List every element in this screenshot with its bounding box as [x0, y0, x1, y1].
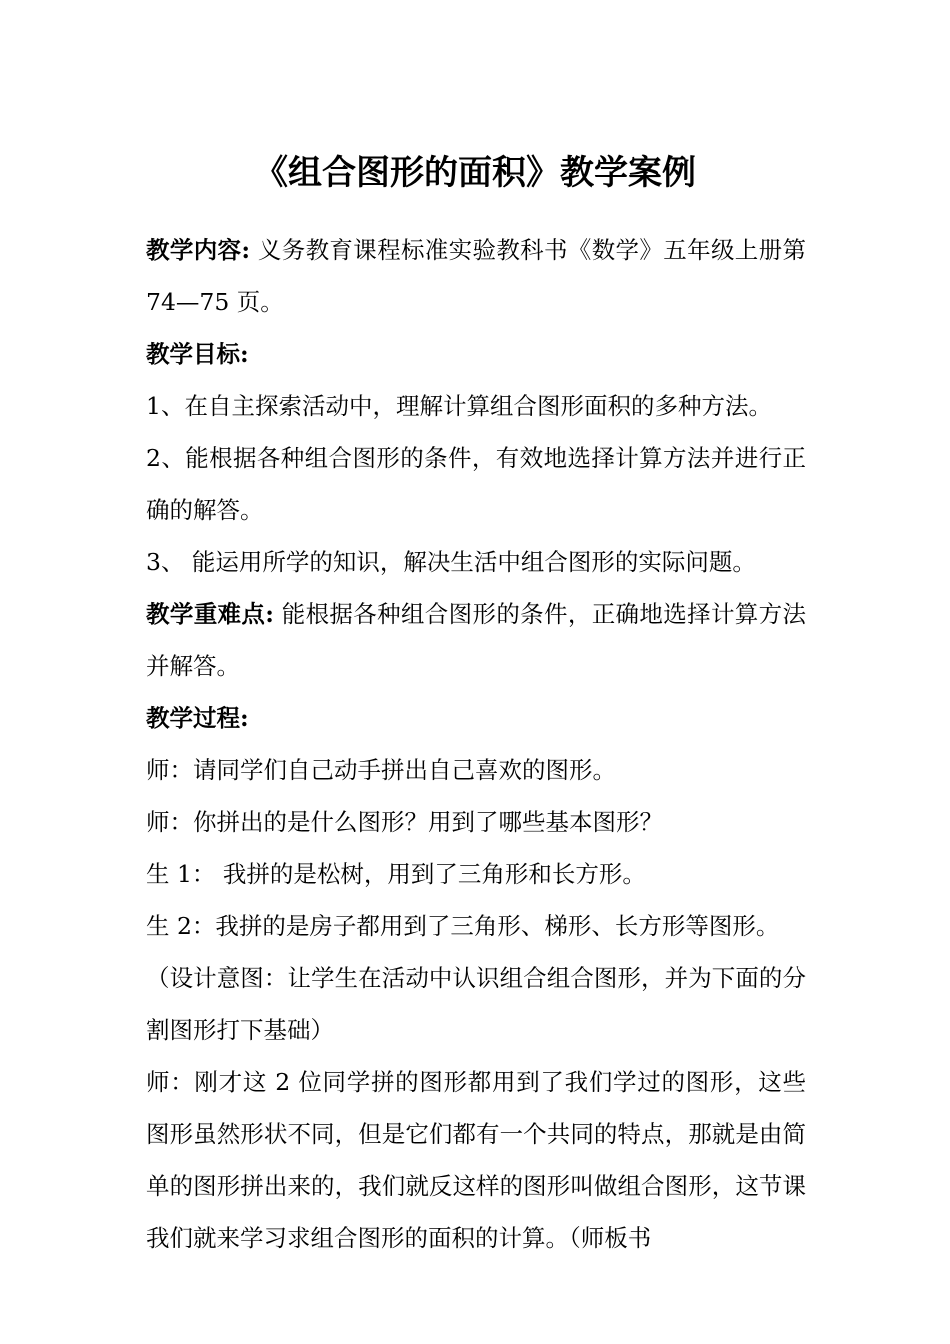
objective-item-2: 2、能根据各种组合图形的条件，有效地选择计算方法并进行正确的解答。: [146, 444, 806, 524]
design-intent-note: （设计意图：让学生在活动中认识组合组合图形，并为下面的分割图形打下基础）: [146, 964, 806, 1044]
document-body: [146, 224, 806, 1264]
key-points-paragraph: [146, 588, 806, 692]
process-line-2: 师：你拼出的是什么图形？用到了哪些基本图形？: [146, 808, 663, 836]
teaching-objectives-label: 教学目标:: [146, 340, 249, 368]
document-title: 《组合图形的面积》教学案例: [254, 152, 696, 193]
objective-item-3: 3、 能运用所学的知识，解决生活中组合图形的实际问题。: [146, 548, 756, 576]
teaching-content-text: 义务教育课程标准实验教科书《数学》五年级上册第 74—75 页。: [146, 236, 806, 316]
process-line-6: 师：刚才这 2 位同学拼的图形都用到了我们学过的图形，这些图形虽然形状不同，但是它们都有一个共同的特点，那就是由简单的图形拼出来的，我们就反这样的图形叫做组合图形，这节课我们就来学习求组合图形的面积的计算。（师板书: [146, 1068, 806, 1252]
process-line-3: 生 1： 我拼的是松树，用到了三角形和长方形。: [146, 860, 646, 888]
teaching-process-label: 教学过程:: [146, 704, 249, 732]
process-line-4: 生 2：我拼的是房子都用到了三角形、梯形、长方形等图形。: [146, 912, 780, 940]
objective-item-1: 1、在自主探索活动中，理解计算组合图形面积的多种方法。: [146, 392, 772, 420]
key-points-label: 教学重难点:: [146, 600, 274, 628]
teaching-content-paragraph: [146, 224, 806, 328]
teaching-content-label: 教学内容:: [146, 236, 251, 264]
key-points-text: 能根据各种组合图形的条件，正确地选择计算方法并解答。: [146, 600, 806, 680]
process-line-1: 师：请同学们自己动手拼出自己喜欢的图形。: [146, 756, 616, 784]
